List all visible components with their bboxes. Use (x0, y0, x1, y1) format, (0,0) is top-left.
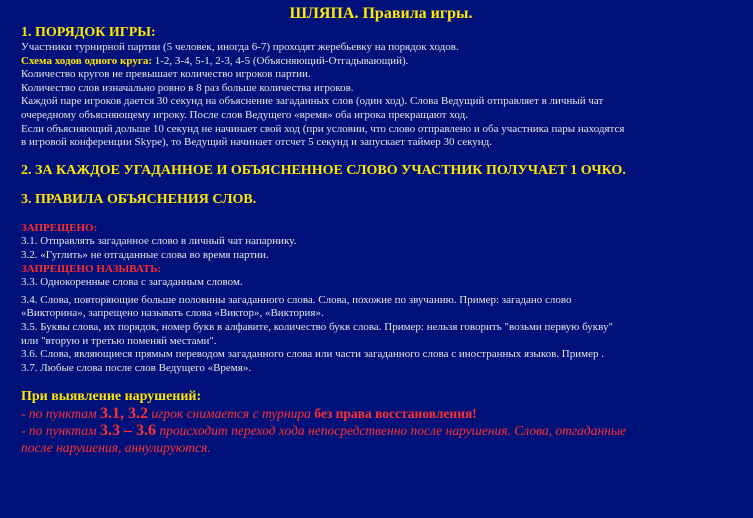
section1-line5b: очередному объясняющему игроку. После слов Ведущего «время» оба игрока прекращают ход. (21, 108, 468, 121)
section1-line4: Количество слов изначально ровно в 8 раз больше количества игроков. (21, 81, 354, 94)
section1-line5a: Каждой паре игроков дается 30 секунд на объяснение загаданных слов (один ход). Слова Ведущий отправляет в личный чат (21, 95, 604, 108)
rule-3-3: 3.3. Однокоренные слова с загаданным словом. (21, 276, 243, 289)
violation-1 (21, 405, 741, 422)
section1-heading: 1. ПОРЯДОК ИГРЫ: (21, 25, 156, 40)
v2-points: 3.3 – 3.6 (99, 422, 156, 440)
v1-bold: без права восстановления! (314, 406, 477, 422)
scheme-value: 1-2, 3-4, 5-1, 2-3, 4-5 (Объясняющий-Отгадывающий). (152, 54, 409, 67)
violation-2-line2: после нарушения, аннулируются. (21, 440, 211, 456)
page-title: ШЛЯПА. Правила игры. (289, 5, 473, 22)
section1-line3: Количество кругов не превышает количество игроков партии. (21, 68, 311, 81)
rule-3-7: 3.7. Любые слова после слов Ведущего «Время». (21, 361, 252, 374)
violations-heading: При выявление нарушений: (21, 389, 202, 405)
forbidden-name-label: ЗАПРЕЩЕНО НАЗЫВАТЬ: (21, 262, 162, 275)
v1-middle: игрок снимается с турнира (147, 406, 315, 422)
rule-3-5a: 3.5. Буквы слова, их порядок, номер букв в алфавите, количество букв слова. Пример: нельзя говорить "возьми первую букву" (21, 320, 613, 333)
v2-prefix: - по пунктам (21, 423, 100, 439)
section1-line6a: Если объясняющий дольше 10 секунд не начинает свой ход (при условии, что слово отправлено и оба участника пары находятся (21, 122, 625, 135)
section1-line1: Участники турнирной партии (5 человек, иногда 6-7) проходят жеребьевку на порядок ходов. (21, 41, 459, 53)
section1-line6b: в игровой конференции Skype), то Ведущий начинает отсчет 5 секунд и запускает таймер 30 секунд. (21, 136, 493, 149)
rule-3-2: 3.2. «Гуглить» не отгаданные слова во время партии. (21, 248, 269, 261)
section2-heading: 2. ЗА КАЖДОЕ УГАДАННОЕ И ОБЪЯСНЕННОЕ СЛОВО УЧАСТНИК ПОЛУЧАЕТ 1 ОЧКО. (21, 162, 626, 178)
rule-3-5b: или "вторую и третью поменяй местами". (21, 334, 217, 347)
v1-prefix: - по пунктам (21, 406, 100, 422)
forbidden-label: ЗАПРЕЩЕНО: (21, 221, 98, 234)
scheme-label: Схема ходов одного круга: (21, 54, 152, 67)
v2-middle: происходит переход хода непосредственно после нарушения. Слова, отгаданные (155, 423, 626, 439)
section3-heading: 3. ПРАВИЛА ОБЪЯСНЕНИЯ СЛОВ. (21, 191, 257, 207)
rule-3-6: 3.6. Слова, являющиеся прямым переводом загаданного слова или части загаданного слова с иностранных языков. Пример . (21, 348, 604, 361)
violation-2 (21, 422, 741, 439)
section1-scheme (21, 55, 741, 69)
v1-points: 3.1, 3.2 (99, 405, 148, 423)
rule-3-1: 3.1. Отправлять загаданное слово в личный чат напарнику. (21, 235, 297, 248)
rule-3-4b: «Викторина», запрещено называть слова «Виктор», «Виктория». (21, 307, 324, 320)
rule-3-4a: 3.4. Слова, повторяющие больше половины загаданного слова. Слова, похожие по звучанию. Пример: загадано слово (21, 293, 572, 306)
